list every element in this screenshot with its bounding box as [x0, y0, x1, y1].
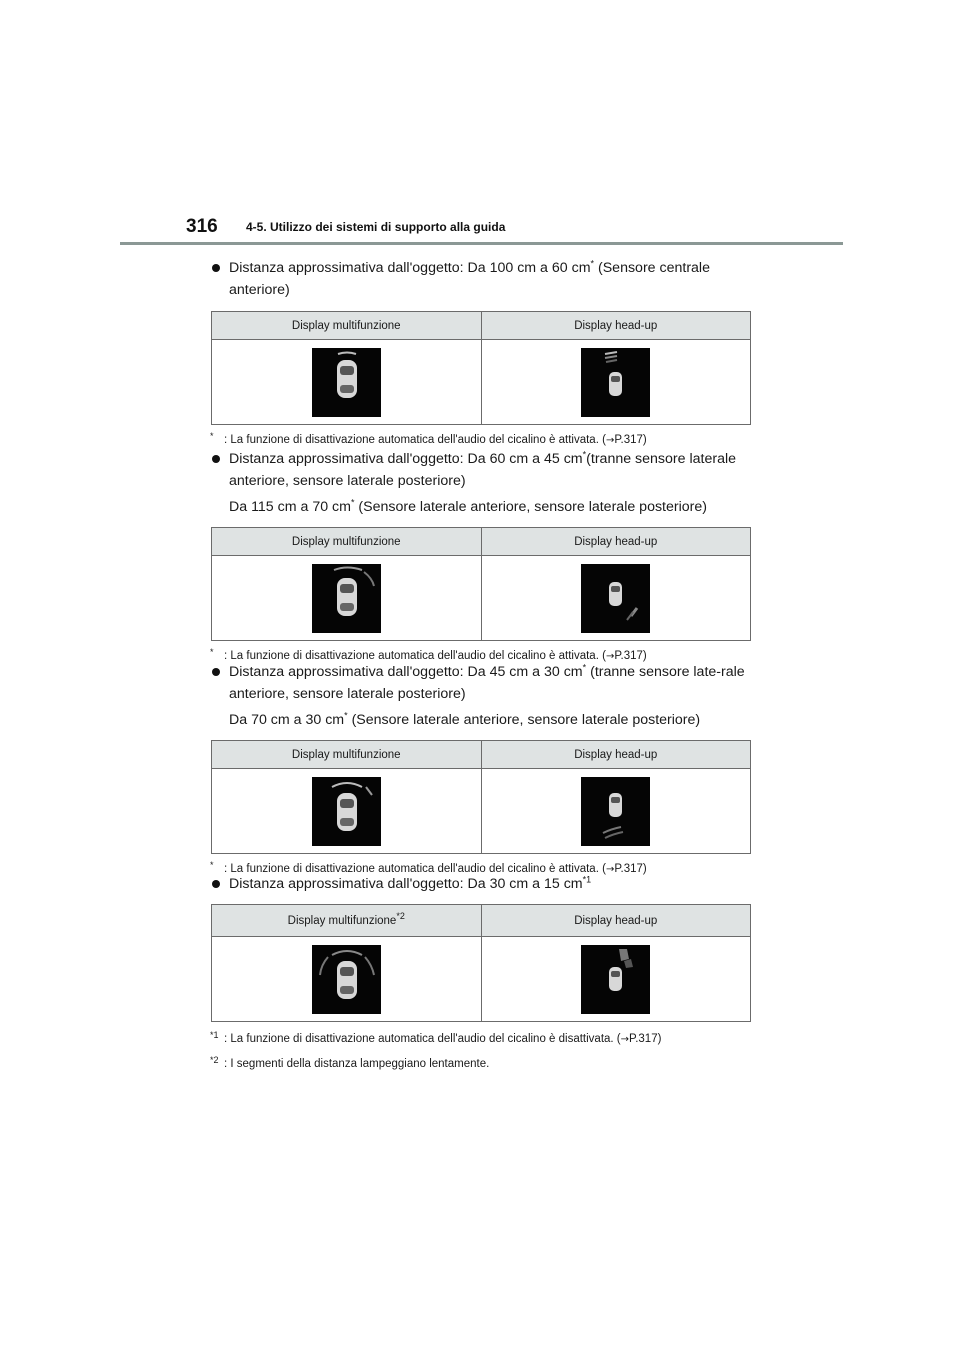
footnote: * : La funzione di disattivazione automatica dell'audio del cicalino è attivata. (→P.317)	[210, 860, 647, 875]
multifunction-display-image	[212, 340, 482, 425]
distance-bullet: Distanza approssimativa dall'oggetto: Da 45 cm a 30 cm* (tranne sensore late-rale anteriore, sensore laterale posteriore)	[211, 661, 751, 705]
footnote: * : La funzione di disattivazione automatica dell'audio del cicalino è attivata. (→P.317)	[210, 647, 647, 662]
display-table	[211, 904, 751, 1022]
footnote: * : La funzione di disattivazione automatica dell'audio del cicalino è attivata. (→P.317)	[210, 431, 647, 446]
display-table	[211, 311, 751, 425]
page-number: 316	[186, 216, 218, 237]
car-sensor-icon	[312, 777, 381, 846]
car-sensor-icon	[312, 348, 381, 417]
column-header-multifunction: Display multifunzione$^{*2}$	[212, 905, 482, 937]
column-header-multifunction: Display multifunzione	[212, 312, 482, 340]
column-header-headup: Display head-up	[481, 528, 751, 556]
headup-display-image	[481, 937, 751, 1022]
car-sensor-icon	[581, 348, 650, 417]
car-sensor-icon	[312, 564, 381, 633]
car-sensor-icon	[581, 564, 650, 633]
display-table	[211, 527, 751, 641]
column-header-headup: Display head-up	[481, 905, 751, 937]
multifunction-display-image	[212, 769, 482, 854]
headup-display-image	[481, 556, 751, 641]
car-sensor-icon	[581, 777, 650, 846]
display-table	[211, 740, 751, 854]
distance-section-3	[211, 661, 751, 877]
column-header-multifunction: Display multifunzione	[212, 741, 482, 769]
distance-subline: Da 115 cm a 70 cm* (Sensore laterale anteriore, sensore laterale posteriore)	[229, 497, 707, 515]
headup-display-image	[481, 340, 751, 425]
distance-bullet: Distanza approssimativa dall'oggetto: Da 60 cm a 45 cm*(tranne sensore laterale anteriore, sensore laterale posteriore)	[211, 448, 751, 492]
distance-bullet: Distanza approssimativa dall'oggetto: Da 30 cm a 15 $cm^{*1}$	[211, 873, 751, 895]
car-sensor-icon	[581, 945, 650, 1014]
footnote: *2 : I segmenti della distanza lampeggiano lentamente.	[210, 1055, 490, 1070]
header-divider	[120, 242, 843, 245]
distance-section-1	[211, 257, 751, 448]
multifunction-display-image	[212, 937, 482, 1022]
distance-bullet: Distanza approssimativa dall'oggetto: Da 100 cm a 60 cm* (Sensore centrale anteriore)	[211, 257, 751, 301]
distance-section-4	[211, 873, 751, 1072]
column-header-headup: Display head-up	[481, 312, 751, 340]
car-sensor-icon	[312, 945, 381, 1014]
column-header-multifunction: Display multifunzione	[212, 528, 482, 556]
section-title: 4-5. Utilizzo dei sistemi di supporto alla guida	[246, 220, 506, 234]
multifunction-display-image	[212, 556, 482, 641]
column-header-headup: Display head-up	[481, 741, 751, 769]
headup-display-image	[481, 769, 751, 854]
footnote: *1 : La funzione di disattivazione automatica dell'audio del cicalino è disattivata. (→P.317)	[210, 1030, 662, 1045]
distance-section-2	[211, 448, 751, 664]
distance-subline: Da 70 cm a 30 cm* (Sensore laterale anteriore, sensore laterale posteriore)	[229, 710, 701, 728]
